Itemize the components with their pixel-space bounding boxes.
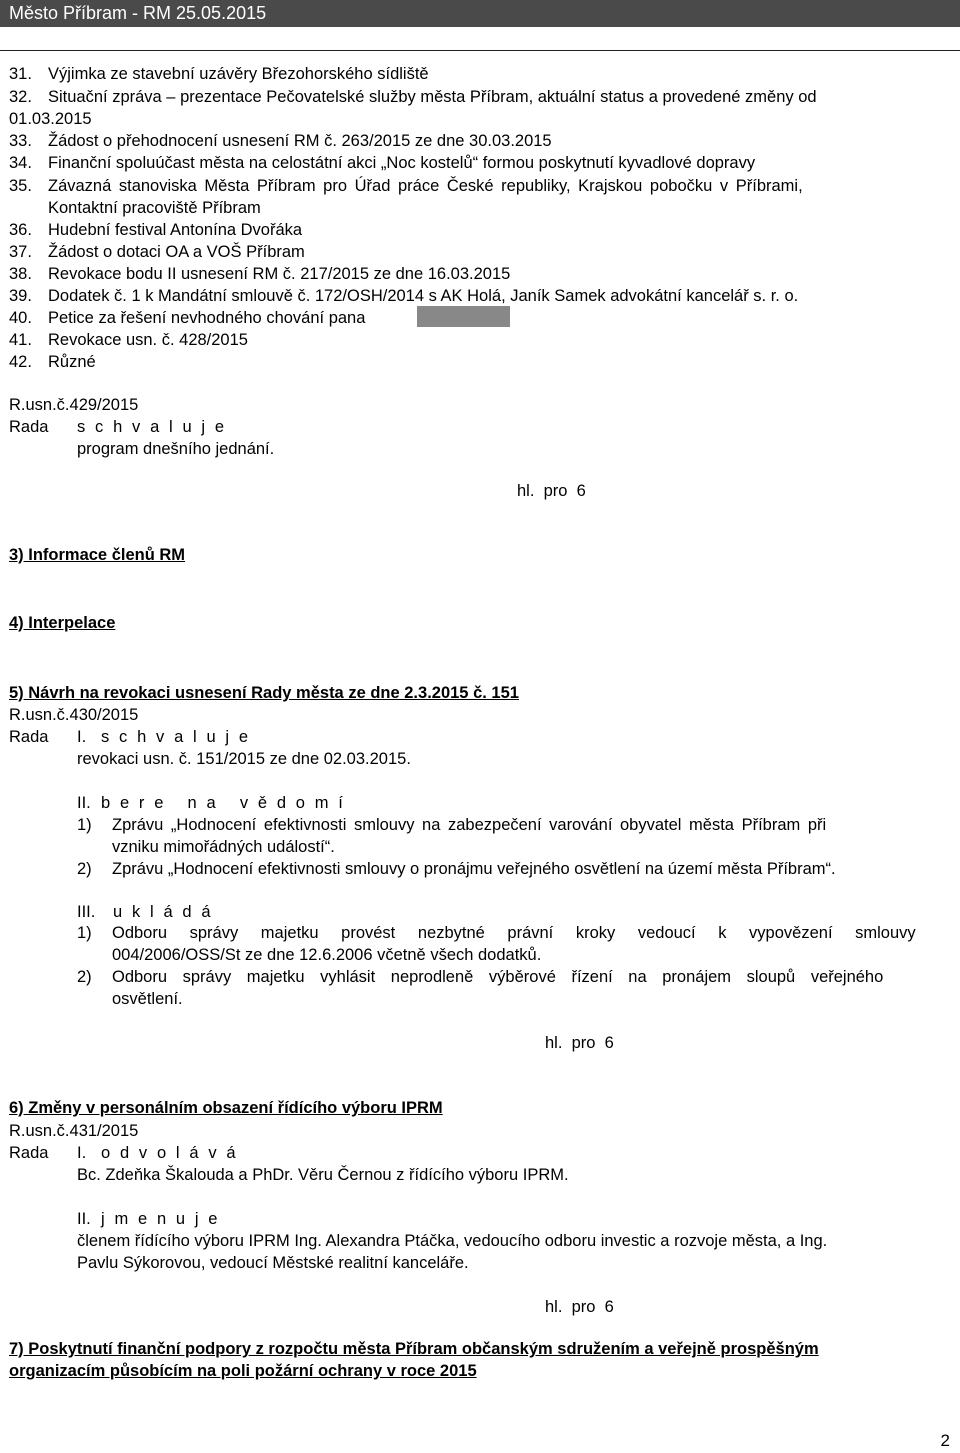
list-item: 004/2006/OSS/St ze dne 12.6.2006 včetně všech dodatků. [112,946,542,964]
agenda-num: 38. [9,265,32,283]
agenda-item: 01.03.2015 [9,110,92,128]
redaction-box [417,306,510,327]
agenda-item: Žádost o přehodnocení usnesení RM č. 263/2015 ze dne 30.03.2015 [48,132,552,150]
agenda-item: Různé [48,353,96,371]
agenda-num: 37. [9,243,32,261]
agenda-item: Finanční spoluúčast města na celostátní akci „Noc kostelů“ formou poskytnutí kyvadlové dopravy [48,154,756,172]
agenda-num: 40. [9,309,32,327]
point-label: I. [77,1144,87,1162]
agenda-num: 34. [9,154,32,172]
agenda-item: Dodatek č. 1 k Mandátní smlouvě č. 172/OSH/2014 s AK Holá, Janík Samek advokátní kancelář s. r. o. [48,287,799,305]
list-num: 1) [77,816,92,834]
list-num: 1) [77,924,92,942]
section-heading: 7) Poskytnutí finanční podpory z rozpočtu města Příbram občanským sdružením a veřejně prospěšným [9,1340,819,1358]
resolution-verb: o d v o l á v á [101,1144,239,1162]
point-label: II. [77,1210,91,1228]
agenda-num: 39. [9,287,32,305]
agenda-item: Závazná stanoviska Města Příbram pro Úřad práce České republiky, Krajskou pobočku v Příbrami, [48,177,803,195]
agenda-num: 36. [9,221,32,239]
resolution-verb: b e r e n a v ě d o m í [101,794,346,812]
agenda-num: 35. [9,177,32,195]
list-item: vzniku mimořádných událostí“. [112,838,335,856]
agenda-item: Revokace bodu II usnesení RM č. 217/2015 ze dne 16.03.2015 [48,265,511,283]
list-item: Odboru správy majetku provést nezbytné právní kroky vedoucí k vypovězení smlouvy [112,924,916,942]
section-heading-cont: organizacím působícím na poli požární ochrany v roce 2015 [9,1362,477,1380]
resolution-verb: s c h v a l u j e [101,728,251,746]
page-header [0,0,960,27]
agenda-item: Situační zpráva – prezentace Pečovatelské služby města Příbram, aktuální status a provedené změny od [48,88,817,106]
resolution-verb: s c h v a l u j e [77,418,227,436]
agenda-item: Žádost o dotaci OA a VOŠ Příbram [48,243,305,261]
vote-result: hl. pro 6 [545,1034,614,1052]
section-heading: 4) Interpelace [9,614,116,632]
resolution-text: program dnešního jednání. [77,440,275,458]
agenda-num: 32. [9,88,32,106]
list-num: 2) [77,860,92,878]
rada-label: Rada [9,1144,49,1162]
resolution-text: členem řídícího výboru IPRM Ing. Alexandra Ptáčka, vedoucího odboru investic a rozvoje města, a Ing. [77,1232,828,1250]
rada-label: Rada [9,418,49,436]
agenda-item: Petice za řešení nevhodného chování pana [48,309,366,327]
list-item: Zprávu „Hodnocení efektivnosti smlouvy na zabezpečení varování obyvatel města Příbram při [112,816,827,834]
agenda-num: 33. [9,132,32,150]
page-header-title: Město Příbram - RM 25.05.2015 [9,3,267,23]
agenda-item: Hudební festival Antonína Dvořáka [48,221,303,239]
agenda-item: Kontaktní pracoviště Příbram [48,199,261,217]
resolution-text: Bc. Zdeňka Škalouda a PhDr. Věru Černou z řídícího výboru IPRM. [77,1166,569,1184]
section-heading: 5) Návrh na revokaci usnesení Rady města ze dne 2.3.2015 č. 151 [9,684,519,702]
vote-result: hl. pro 6 [517,482,586,500]
resolution-id: R.usn.č.430/2015 [9,706,139,724]
point-label: II. [77,794,91,812]
agenda-item: Revokace usn. č. 428/2015 [48,331,248,349]
agenda-num: 31. [9,65,32,83]
list-num: 2) [77,968,92,986]
resolution-text: revokaci usn. č. 151/2015 ze dne 02.03.2015. [77,750,411,768]
agenda-num: 41. [9,331,32,349]
point-label: I. [77,728,87,746]
agenda-item: Výjimka ze stavební uzávěry Březohorského sídliště [48,65,429,83]
resolution-id: R.usn.č.431/2015 [9,1122,139,1140]
list-item: Odboru správy majetku vyhlásit neprodleně výběrové řízení na pronájem sloupů veřejného [112,968,884,986]
list-item: Zprávu „Hodnocení efektivnosti smlouvy o pronájmu veřejného osvětlení na území města Příbram“. [112,860,836,878]
section-heading: 6) Změny v personálním obsazení řídícího výboru IPRM [9,1099,443,1117]
rada-label: Rada [9,728,49,746]
resolution-verb: j m e n u j e [101,1210,221,1228]
header-divider [0,50,960,51]
resolution-id: R.usn.č.429/2015 [9,396,139,414]
agenda-num: 42. [9,353,32,371]
resolution-verb: u k l á d á [113,903,214,921]
vote-result: hl. pro 6 [545,1298,614,1316]
point-label: III. [77,903,96,921]
list-item: osvětlení. [112,990,183,1008]
section-heading: 3) Informace členů RM [9,546,186,564]
resolution-text: Pavlu Sýkorovou, vedoucí Městské realitní kanceláře. [77,1254,469,1272]
page-number: 2 [940,1431,950,1450]
